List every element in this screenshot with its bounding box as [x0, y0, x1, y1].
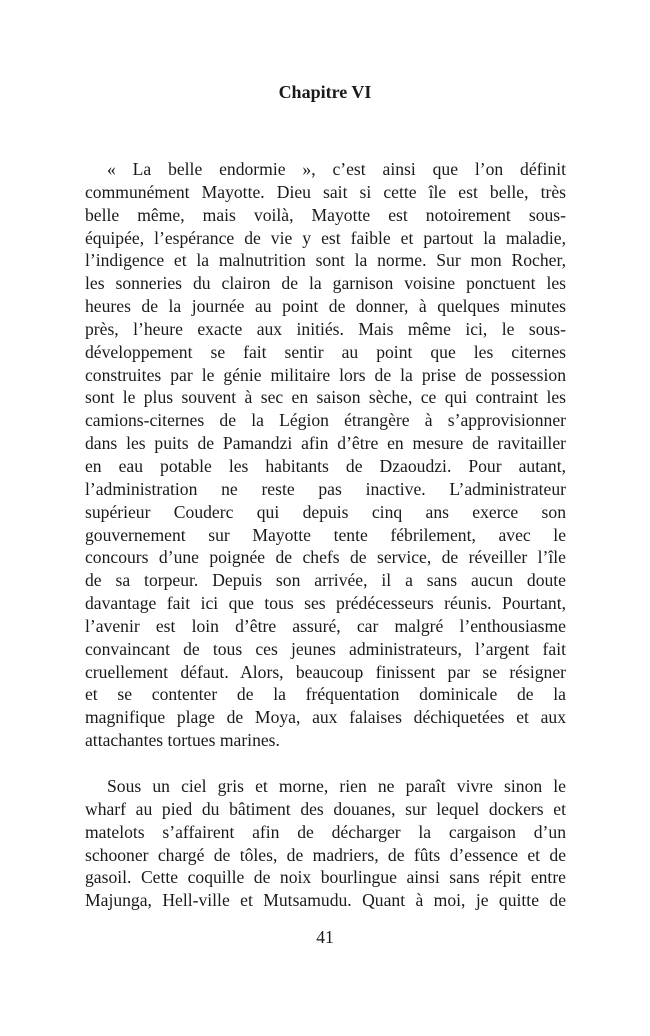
text-line: wharf au pied du bâtiment des douanes, sur lequel dockers et [85, 798, 566, 819]
text-line: près, l’heure exacte aux initiés. Mais même ici, le sous- [85, 318, 566, 339]
text-line: magnifique plage de Moya, aux falaises déchiquetées et aux [85, 707, 566, 728]
text-line: Sous un ciel gris et morne, rien ne paraît vivre sinon le [107, 776, 566, 796]
text-line: l’avenir est loin d’être assuré, car malgré l’enthousiasme [85, 615, 566, 636]
text-line: développement se fait sentir au point que les citernes [85, 341, 566, 362]
text-line: concours d’une poignée de chefs de service, de réveiller l’île [85, 547, 566, 568]
text-line: communément Mayotte. Dieu sait si cette île est belle, très [85, 181, 566, 202]
text-line: en eau potable les habitants de Dzaoudzi. Pour autant, [85, 455, 566, 476]
text-line: de sa torpeur. Depuis son arrivée, il a sans aucun doute [85, 570, 566, 591]
page-number: 41 [316, 927, 334, 947]
text-line: l’administration ne reste pas inactive. L’administrateur [85, 478, 566, 499]
chapter-title: Chapitre VI [278, 82, 372, 102]
text-line: supérieur Couderc qui depuis cinq ans exerce son [85, 501, 566, 522]
text-line: attachantes tortues marines. [85, 730, 280, 751]
text-line: convaincant de tous ces jeunes administrateurs, l’argent fait [85, 638, 566, 659]
text-line: heures de la journée au point de donner, à quelques minutes [85, 296, 566, 317]
text-line: les sonneries du clairon de la garnison voisine ponctuent les [85, 273, 566, 294]
paragraph-2 [85, 775, 566, 912]
text-line: équipée, l’espérance de vie y est faible et partout la maladie, [85, 227, 566, 248]
text-line: dans les puits de Pamandzi afin d’être en mesure de ravitailler [85, 433, 566, 454]
text-line: gouvernement sur Mayotte tente fébrilement, avec le [85, 524, 566, 545]
text-line: schooner chargé de tôles, de madriers, de fûts d’essence et de [85, 844, 566, 865]
text-line: camions-citernes de la Légion étrangère à s’approvisionner [85, 410, 566, 431]
text-line: sont le plus souvent à sec en saison sèche, ce qui contraint les [85, 387, 566, 408]
paragraph-1 [85, 158, 566, 752]
text-line: construites par le génie militaire lors de la prise de possession [85, 364, 566, 385]
text-line: matelots s’affairent afin de décharger la cargaison d’un [85, 821, 566, 842]
text-line: l’indigence et la malnutrition sont la norme. Sur mon Rocher, [85, 250, 566, 271]
text-line: gasoil. Cette coquille de noix bourlingue ainsi sans répit entre [85, 867, 566, 888]
text-line: cruellement défaut. Alors, beaucoup finissent par se résigner [85, 661, 566, 682]
text-line: belle même, mais voilà, Mayotte est notoirement sous- [85, 204, 566, 225]
text-line: « La belle endormie », c’est ainsi que l’on définit [107, 159, 566, 179]
text-line: Majunga, Hell-ville et Mutsamudu. Quant à moi, je quitte de [85, 890, 566, 911]
text-line: et se contenter de la fréquentation dominicale de la [85, 684, 566, 705]
text-line: davantage fait ici que tous ses prédécesseurs réunis. Pourtant, [85, 593, 566, 614]
